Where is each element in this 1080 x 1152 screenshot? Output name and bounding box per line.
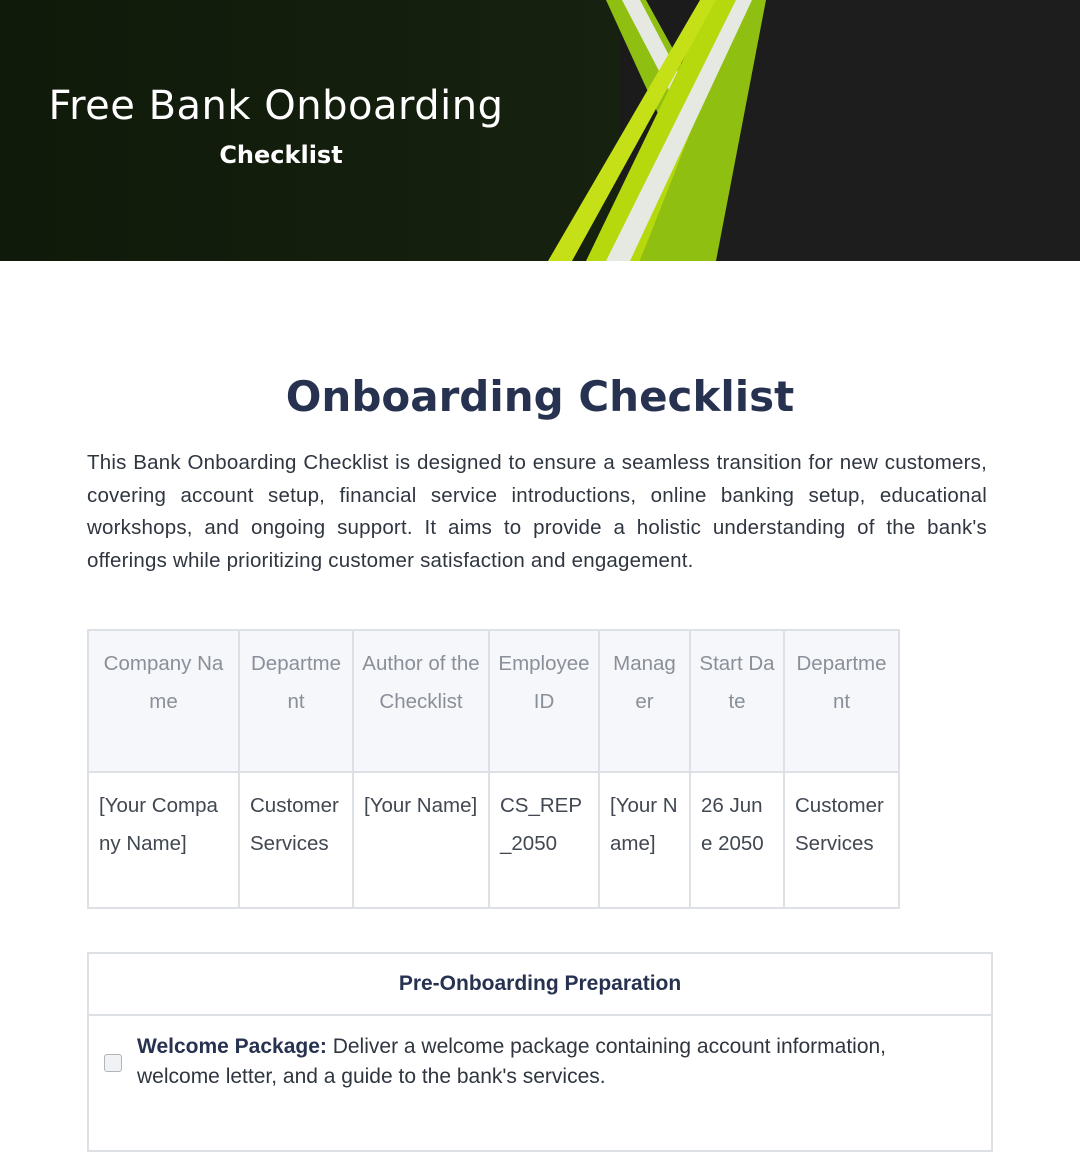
checklist-section	[87, 952, 993, 1152]
header-cell: Start Date	[690, 630, 784, 772]
page-title: Onboarding Checklist	[285, 372, 795, 421]
table-cell: Customer Services	[239, 772, 353, 908]
header-cell: Employee ID	[489, 630, 599, 772]
header-cell: Department	[784, 630, 899, 772]
table-row	[88, 772, 899, 908]
banner-title: Free Bank Onboarding	[48, 83, 504, 129]
table-cell: [Your Name]	[353, 772, 489, 908]
header-cell: Author of the Checklist	[353, 630, 489, 772]
header-cell: Department	[239, 630, 353, 772]
header-cell: Company Name	[88, 630, 239, 772]
section-title: Pre-Onboarding Preparation	[89, 954, 991, 1016]
banner-subtitle: Checklist	[219, 141, 343, 169]
info-table	[87, 629, 900, 909]
table-cell: [Your Name]	[599, 772, 690, 908]
table-cell: Customer Services	[784, 772, 899, 908]
checklist-item	[89, 1016, 991, 1092]
table-cell: 26 June 2050	[690, 772, 784, 908]
table-header-row	[88, 630, 899, 772]
intro-paragraph: This Bank Onboarding Checklist is designed to ensure a seamless transition for new customers, covering account setup, financial service introductions, online banking setup, educational workshops, and ongoing support. It aims to provide a holistic understanding of the bank's offerings while prioritizing customer satisfaction and engagement.	[87, 451, 987, 572]
checkbox[interactable]	[104, 1054, 122, 1072]
header-banner	[0, 0, 1080, 261]
banner-graphic	[0, 0, 1080, 261]
table-cell: [Your Company Name]	[88, 772, 239, 908]
item-label: Welcome Package:	[137, 1035, 327, 1058]
item-text: Deliver a welcome package containing account information, welcome letter, and a guide to the bank's services.	[137, 1035, 887, 1088]
header-cell: Manager	[599, 630, 690, 772]
table-cell: CS_REP_2050	[489, 772, 599, 908]
